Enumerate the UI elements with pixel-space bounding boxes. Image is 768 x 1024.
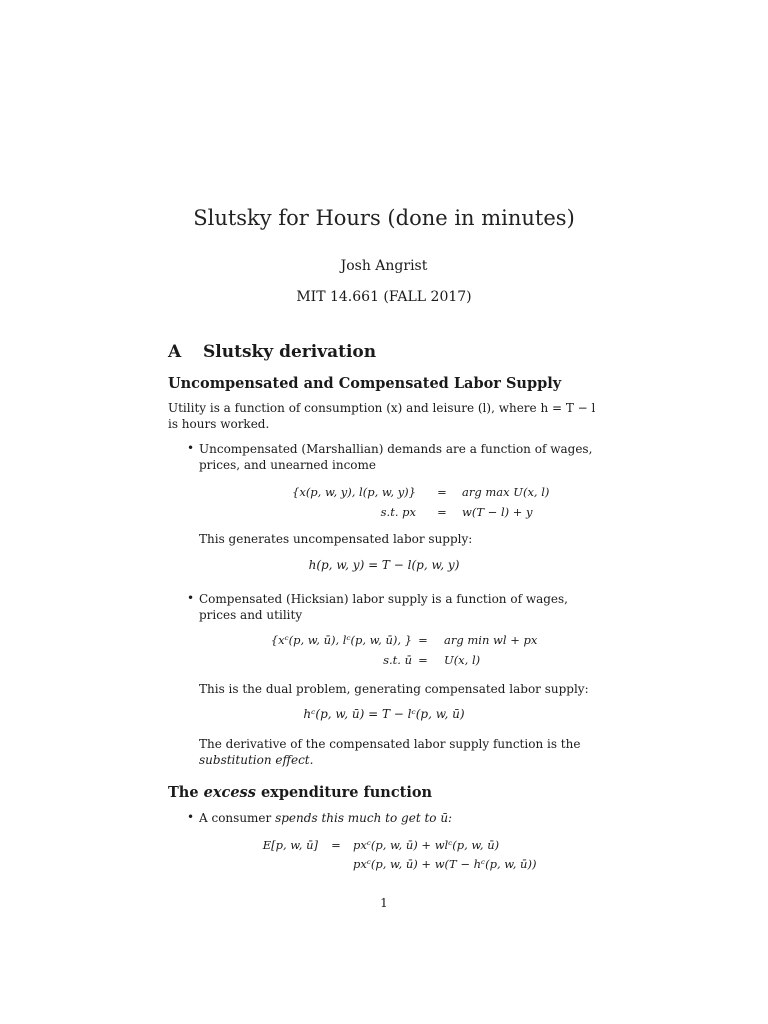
section-title: Slutsky derivation (203, 342, 377, 362)
section-heading (168, 342, 376, 362)
equation-marshallian (0, 485, 768, 525)
bullet-hicksian-text: Compensated (Hicksian) labor supply is a function of wages, prices and utility (199, 592, 568, 622)
paragraph-text: This is the dual problem, generating compensated labor supply: (199, 682, 589, 696)
course-label: MIT 14.661 (FALL 2017) (296, 289, 472, 305)
subsection-heading-expenditure (168, 784, 432, 801)
equation-lhs: {xᶜ(p, w, ū), lᶜ(p, w, ū), } (270, 633, 412, 647)
equation-compensated-supply: hᶜ(p, w, ū) = T − lᶜ(p, w, ū) (303, 707, 465, 721)
heading-text: The (168, 784, 199, 801)
bullet-marshallian-text: Uncompensated (Marshallian) demands are a function of wages, prices, and unearned income (199, 442, 593, 472)
equation-lhs: s.t. px (380, 505, 416, 519)
equation-relation: = (437, 505, 447, 519)
substitution-note (199, 736, 601, 768)
intro-paragraph: Utility is a function of consumption (x) and leisure (l), where h = T − l is hours worked. (168, 401, 596, 431)
equation-rhs: pxᶜ(p, w, ū) + w(T − hᶜ(p, w, ū)) (353, 857, 537, 871)
equation-relation: = (331, 838, 341, 852)
heading-text: expenditure function (260, 784, 433, 801)
equation-relation: = (437, 485, 447, 499)
bullet-spends-text (199, 810, 601, 826)
heading-emphasis: excess (203, 784, 256, 801)
equation-relation: = (418, 653, 428, 667)
page-number: 1 (380, 896, 388, 910)
paper-title: Slutsky for Hours (done in minutes) (193, 206, 575, 230)
equation-rhs: arg min wl + px (444, 633, 538, 647)
bullet-marker: • (187, 441, 195, 455)
equation-lhs: {x(p, w, y), l(p, w, y)} (292, 485, 416, 499)
subsection-heading-labor-supply: Uncompensated and Compensated Labor Supply (168, 375, 562, 392)
equation-rhs: U(x, l) (444, 653, 481, 667)
section-number: A (168, 342, 182, 362)
equation-hicksian (0, 633, 768, 673)
emphasis-text: substitution effect. (199, 753, 314, 767)
equation-uncompensated-supply: h(p, w, y) = T − l(p, w, y) (308, 558, 460, 572)
bullet-marker: • (187, 591, 195, 605)
equation-rhs: w(T − l) + y (462, 505, 533, 519)
equation-rhs: arg max U(x, l) (462, 485, 550, 499)
equation-expenditure (0, 838, 768, 878)
equation-rhs: pxᶜ(p, w, ū) + wlᶜ(p, w, ū) (353, 838, 500, 852)
emphasis-text: spends (275, 811, 318, 825)
paragraph-text: this much to get to ū: (321, 811, 453, 825)
equation-lhs: s.t. ū (383, 653, 412, 667)
equation-relation: = (418, 633, 428, 647)
paragraph-text: This generates uncompensated labor supply: (199, 532, 473, 546)
equation-lhs: E[p, w, ū] (262, 838, 318, 852)
paragraph-text: The derivative of the compensated labor supply function is the (199, 737, 581, 751)
bullet-marker: • (187, 810, 195, 824)
paragraph-text: A consumer (199, 811, 272, 825)
author-name: Josh Angrist (340, 258, 428, 274)
